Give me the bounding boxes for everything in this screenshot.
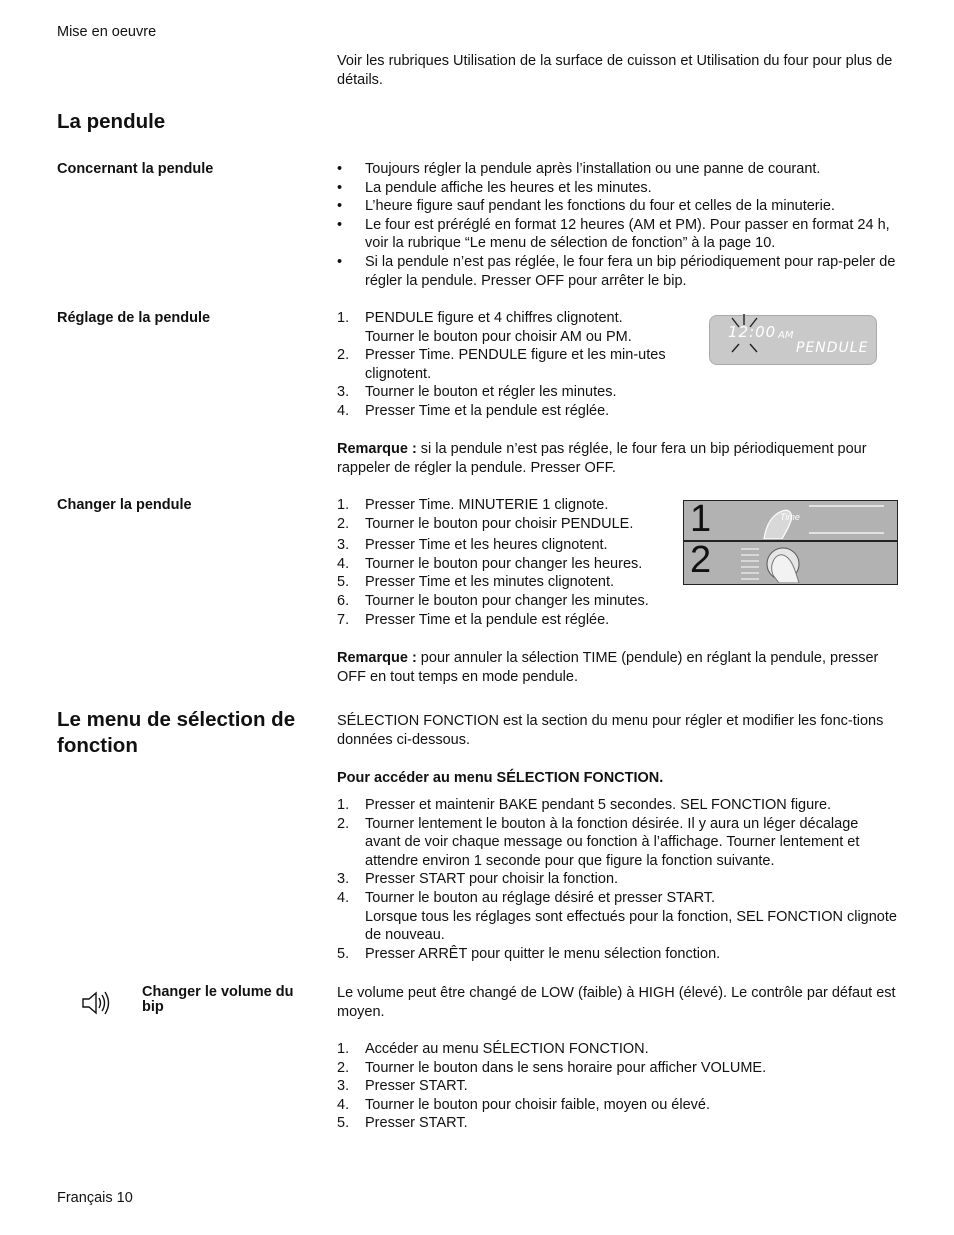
step-number: 4. bbox=[337, 402, 350, 419]
step-number: 3. bbox=[337, 384, 350, 401]
step-text: Presser Time et la pendule est réglée. bbox=[365, 611, 610, 628]
display-label: PENDULE bbox=[796, 340, 869, 356]
volume-intro: Le volume peut être changé de LOW (faible) à HIGH (élevé). Le contrôle par défaut est moyen. bbox=[337, 985, 896, 1020]
concernant-bullets bbox=[337, 160, 897, 290]
step-text: Tourner le bouton et régler les minutes. bbox=[365, 384, 617, 401]
subheading-concernant: Concernant la pendule bbox=[57, 161, 214, 177]
page-footer: Français 10 bbox=[57, 1190, 133, 1206]
intro-paragraph: Voir les rubriques Utilisation de la surface de cuisson et Utilisation du four pour plus de détails. bbox=[337, 53, 893, 88]
subheading-volume: Changer le volume du bip bbox=[142, 984, 294, 1015]
note-label: Remarque : bbox=[337, 441, 417, 457]
step-item bbox=[337, 536, 682, 555]
step-number: 3. bbox=[337, 871, 350, 888]
step-text: Presser START pour choisir la fonction. bbox=[365, 871, 619, 888]
bullet-item: • Toujours régler la pendule après l’installation ou une panne de courant. bbox=[337, 160, 897, 179]
step-item bbox=[337, 1114, 897, 1133]
step-number: 4. bbox=[337, 1096, 350, 1113]
menu-access-heading: Pour accéder au menu SÉLECTION FONCTION. bbox=[337, 770, 664, 786]
step-number: 1. bbox=[337, 797, 350, 813]
step-subtext: Lorsque tous les réglages sont effectués pour la fonction, SEL FONCTION clignote de nouveau. bbox=[365, 908, 897, 944]
step-item bbox=[337, 1040, 897, 1059]
menu-intro: SÉLECTION FONCTION est la section du menu pour régler et modifier les fonc-tions données ci-dessous. bbox=[337, 713, 884, 748]
step-item bbox=[337, 515, 682, 534]
step-item bbox=[337, 592, 682, 611]
step-item bbox=[337, 870, 897, 889]
step-number: 5. bbox=[337, 574, 350, 591]
step-text: Presser Time et la pendule est réglée. bbox=[365, 402, 610, 419]
step-item bbox=[337, 796, 897, 815]
step-item bbox=[337, 611, 682, 630]
step-panel-2 bbox=[683, 541, 898, 585]
reglage-note bbox=[337, 440, 897, 478]
step-number: 1. bbox=[337, 497, 350, 513]
step-item bbox=[337, 573, 682, 592]
step-item bbox=[337, 402, 667, 421]
step-item bbox=[337, 945, 897, 964]
turn-knob-icon bbox=[739, 543, 819, 583]
step-text: Accéder au menu SÉLECTION FONCTION. bbox=[365, 1041, 649, 1057]
display-time: 12:00 bbox=[728, 323, 777, 341]
step-number: 1. bbox=[337, 1041, 350, 1057]
section-title-pendule: La pendule bbox=[57, 110, 166, 133]
step-text: Tourner lentement le bouton à la fonction désirée. Il y aura un léger décalage avant de voir chaque message ou fonction à l’affichage. Tourner lentement et attendre environ 1 seconde pour que figure la fonction suivante. bbox=[365, 815, 860, 869]
bullet-item: • L’heure figure sauf pendant les fonctions du four et celles de la minuterie. bbox=[337, 197, 897, 216]
step-number: 2. bbox=[337, 515, 350, 532]
step-number: 2. bbox=[337, 815, 350, 832]
running-head: Mise en oeuvre bbox=[57, 24, 157, 40]
step-number: 5. bbox=[337, 1115, 350, 1132]
step-number: 5. bbox=[337, 945, 350, 962]
step-item bbox=[337, 383, 667, 402]
step-text: Presser Time. PENDULE figure et les min-utes clignotent. bbox=[365, 347, 666, 382]
step-item bbox=[337, 309, 667, 346]
step-text: PENDULE figure et 4 chiffres clignotent. bbox=[365, 310, 623, 326]
step-text: Tourner le bouton pour changer les minutes. bbox=[365, 592, 649, 609]
note-text: si la pendule n’est pas réglée, le four fera un bip périodiquement pour rappeler de régler la pendule. Presser OFF. bbox=[337, 441, 867, 476]
step-text: Tourner le bouton au réglage désiré et presser START. bbox=[365, 889, 716, 906]
bullet-item: • Si la pendule n’est pas réglée, le four fera un bip périodiquement pour rap-peler de régler la pendule. Presser OFF pour arrêter le bip. bbox=[337, 253, 897, 290]
note-text: pour annuler la sélection TIME (pendule) en réglant la pendule, presser OFF en tout temps en mode pendule. bbox=[337, 650, 879, 685]
step-text: Presser Time et les minutes clignotent. bbox=[365, 574, 615, 591]
step-number: 3. bbox=[337, 537, 350, 554]
panel-number: 2 bbox=[690, 539, 712, 581]
step-number: 2. bbox=[337, 1059, 350, 1076]
reglage-steps bbox=[337, 309, 667, 421]
step-panel-1 bbox=[683, 500, 898, 541]
step-text: Presser Time. MINUTERIE 1 clignote. bbox=[365, 497, 609, 513]
subheading-changer: Changer la pendule bbox=[57, 497, 192, 513]
step-text: Tourner le bouton pour choisir PENDULE. bbox=[365, 515, 634, 532]
step-number: 2. bbox=[337, 347, 350, 364]
step-number: 6. bbox=[337, 592, 350, 609]
step-number: 1. bbox=[337, 310, 350, 326]
panel-time-label: Time bbox=[780, 512, 800, 522]
bullet-item: • Le four est préréglé en format 12 heures (AM et PM). Pour passer en format 24 h, voir la rubrique “Le menu de sélection de fonction” à la page 10. bbox=[337, 216, 897, 253]
step-item bbox=[337, 1059, 897, 1078]
speaker-icon bbox=[80, 989, 110, 1017]
step-number: 3. bbox=[337, 1078, 350, 1095]
step-item bbox=[337, 815, 897, 871]
step-item bbox=[337, 346, 667, 383]
step-text: Presser Time et les heures clignotent. bbox=[365, 537, 608, 554]
volume-steps bbox=[337, 1040, 897, 1133]
step-text: Tourner le bouton pour changer les heures. bbox=[365, 555, 643, 572]
bullet-item: • La pendule affiche les heures et les minutes. bbox=[337, 179, 897, 198]
step-item bbox=[337, 555, 682, 574]
display-am: AM bbox=[778, 330, 794, 341]
step-text: Tourner le bouton dans le sens horaire pour afficher VOLUME. bbox=[365, 1059, 767, 1076]
step-text: Presser START. bbox=[365, 1078, 468, 1095]
step-number: 4. bbox=[337, 555, 350, 572]
press-time-button-icon bbox=[754, 501, 894, 539]
step-text: Presser START. bbox=[365, 1115, 468, 1132]
subheading-reglage: Réglage de la pendule bbox=[57, 310, 211, 326]
step-item bbox=[337, 1077, 897, 1096]
step-item bbox=[337, 496, 682, 515]
step-text: Tourner le bouton pour choisir faible, moyen ou élevé. bbox=[365, 1096, 710, 1113]
menu-steps bbox=[337, 796, 897, 963]
step-number: 4. bbox=[337, 889, 350, 906]
changer-steps bbox=[337, 496, 682, 629]
step-item bbox=[337, 889, 897, 945]
step-text: Presser et maintenir BAKE pendant 5 secondes. SEL FONCTION figure. bbox=[365, 797, 832, 813]
changer-note bbox=[337, 649, 897, 687]
note-label: Remarque : bbox=[337, 650, 417, 666]
step-number: 7. bbox=[337, 611, 350, 628]
step-subtext: Tourner le bouton pour choisir AM ou PM. bbox=[365, 328, 632, 345]
panel-number: 1 bbox=[690, 498, 712, 540]
step-item bbox=[337, 1096, 897, 1115]
clock-display-illustration bbox=[709, 315, 877, 365]
section-title-menu: Le menu de sélection de fonction bbox=[57, 708, 296, 757]
step-text: Presser ARRÊT pour quitter le menu sélection fonction. bbox=[365, 945, 721, 962]
